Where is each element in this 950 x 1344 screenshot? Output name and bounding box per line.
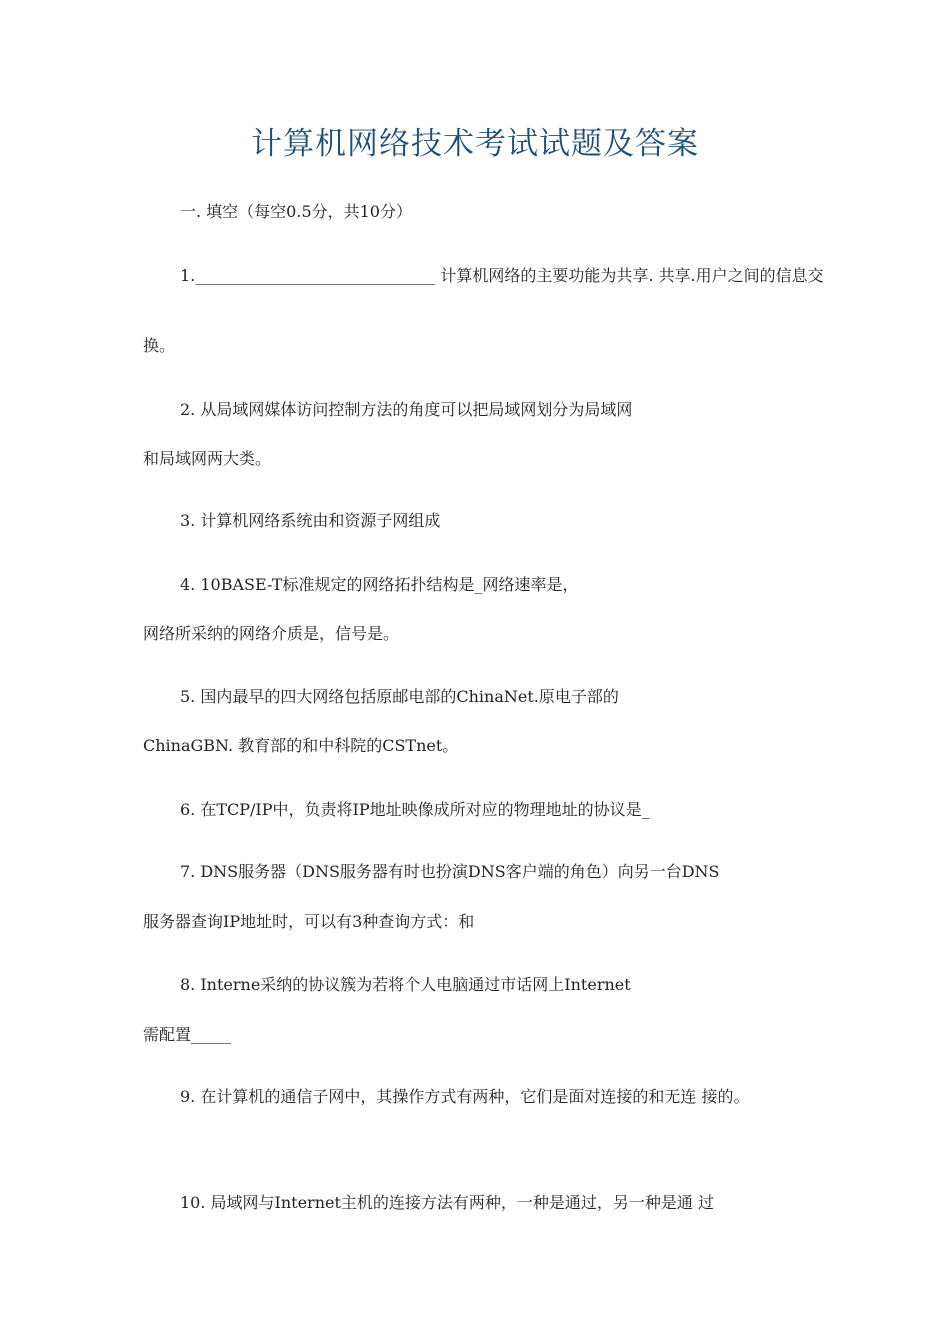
question-9: 9. 在计算机的通信子网中，其操作方式有两种，它们是面对连接的和无连 接的。: [180, 1087, 750, 1106]
question-3: 3. 计算机网络系统由和资源子网组成: [180, 511, 441, 530]
question-2-continued: 和局域网两大类。: [143, 449, 272, 468]
question-2: 2. 从局域网媒体访问控制方法的角度可以把局域网划分为局域网: [180, 400, 633, 419]
question-4-continued: 网络所采纳的网络介质是，信号是。: [143, 624, 400, 643]
question-8-continued: 需配置_____: [143, 1025, 232, 1044]
question-7: 7. DNS服务器（DNS服务器有时也扮演DNS客户端的角色）向另一台DNS: [180, 862, 720, 881]
question-7-continued: 服务器查询IP地址时，可以有3种查询方式：和: [143, 912, 475, 931]
section-heading: 一. 填空（每空0.5分，共10分）: [180, 202, 412, 221]
question-5-continued: ChinaGBN. 教育部的和中科院的CSTnet。: [143, 736, 459, 755]
document-title: 计算机网络技术考试试题及答案: [251, 126, 699, 162]
question-4: 4. 10BASE-T标准规定的网络拓扑结构是_网络速率是，: [180, 575, 579, 594]
question-1-continued: 换。: [143, 336, 176, 355]
question-1: 1.______________________________ 计算机网络的主要功能为共享. 共享.用户之间的信息交: [180, 266, 824, 285]
question-6: 6. 在TCP/IP中，负责将IP地址映像成所对应的物理地址的协议是_: [180, 800, 650, 819]
question-10: 10. 局域网与Internet主机的连接方法有两种，一种是通过，另一种是通 过: [180, 1193, 714, 1212]
question-5: 5. 国内最早的四大网络包括原邮电部的ChinaNet.原电子部的: [180, 687, 619, 706]
question-8: 8. Interne采纳的协议簇为若将个人电脑通过市话网上Internet: [180, 975, 631, 994]
